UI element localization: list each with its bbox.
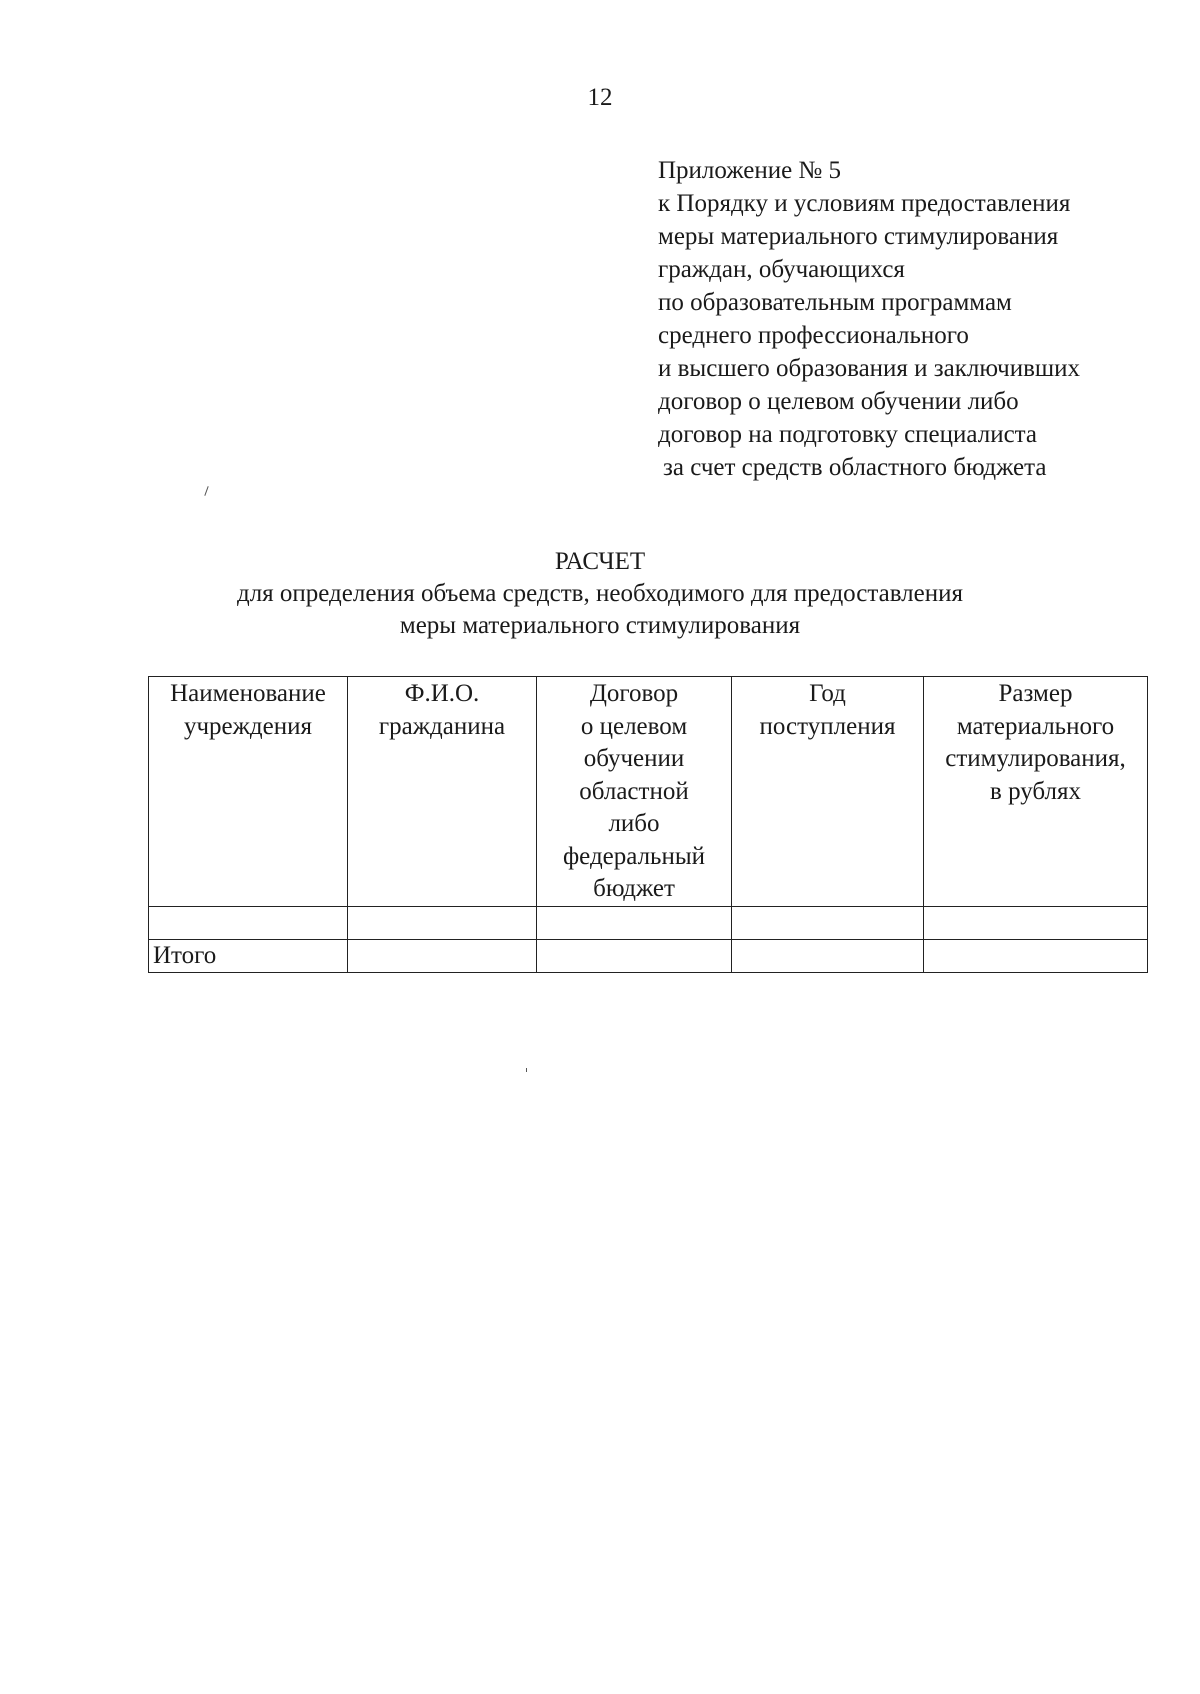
title-heading: РАСЧЕТ: [554, 548, 646, 575]
table-cell: [924, 906, 1148, 939]
appendix-block: [658, 154, 1178, 484]
table-cell: [348, 939, 537, 972]
appendix-line: Приложение № 5: [658, 157, 842, 184]
document-title: [0, 546, 1200, 642]
scan-mark: [526, 1068, 527, 1072]
header-incentive-amount: Размер материального стимулирования, в рублях: [924, 677, 1148, 907]
total-label: Итого: [149, 939, 348, 972]
header-enrollment-year: Год поступления: [732, 677, 924, 907]
scan-mark: [204, 486, 208, 496]
appendix-line: граждан, обучающихся: [658, 256, 905, 283]
calculation-table: [148, 676, 1148, 973]
table-cell: [732, 939, 924, 972]
header-contract-budget: Договор о целевом обучении областной либо федеральный бюджет: [537, 677, 732, 907]
appendix-line: и высшего образования и заключивших: [658, 355, 1081, 382]
total-row: [149, 939, 1148, 972]
table-cell: [348, 906, 537, 939]
appendix-line: договор на подготовку специалиста: [658, 421, 1038, 448]
header-citizen-name: Ф.И.О. гражданина: [348, 677, 537, 907]
appendix-line: по образовательным программам: [658, 289, 1012, 316]
table-row: [149, 906, 1148, 939]
table-cell: [924, 939, 1148, 972]
table-cell: [149, 906, 348, 939]
title-subtitle-line: для определения объема средств, необходимого для предоставления: [236, 580, 964, 607]
title-subtitle-line: меры материального стимулирования: [399, 612, 801, 639]
page-number: 12: [587, 84, 613, 111]
appendix-line: к Порядку и условиям предоставления: [658, 190, 1071, 217]
appendix-line: за счет средств областного бюджета: [663, 454, 1047, 481]
table-cell: [732, 906, 924, 939]
table-cell: [537, 906, 732, 939]
appendix-line: договор о целевом обучении либо: [658, 388, 1019, 415]
header-institution-name: Наименование учреждения: [149, 677, 348, 907]
appendix-line: среднего профессионального: [658, 322, 969, 349]
appendix-line: меры материального стимулирования: [658, 223, 1059, 250]
table-header-row: [149, 677, 1148, 907]
table-cell: [537, 939, 732, 972]
